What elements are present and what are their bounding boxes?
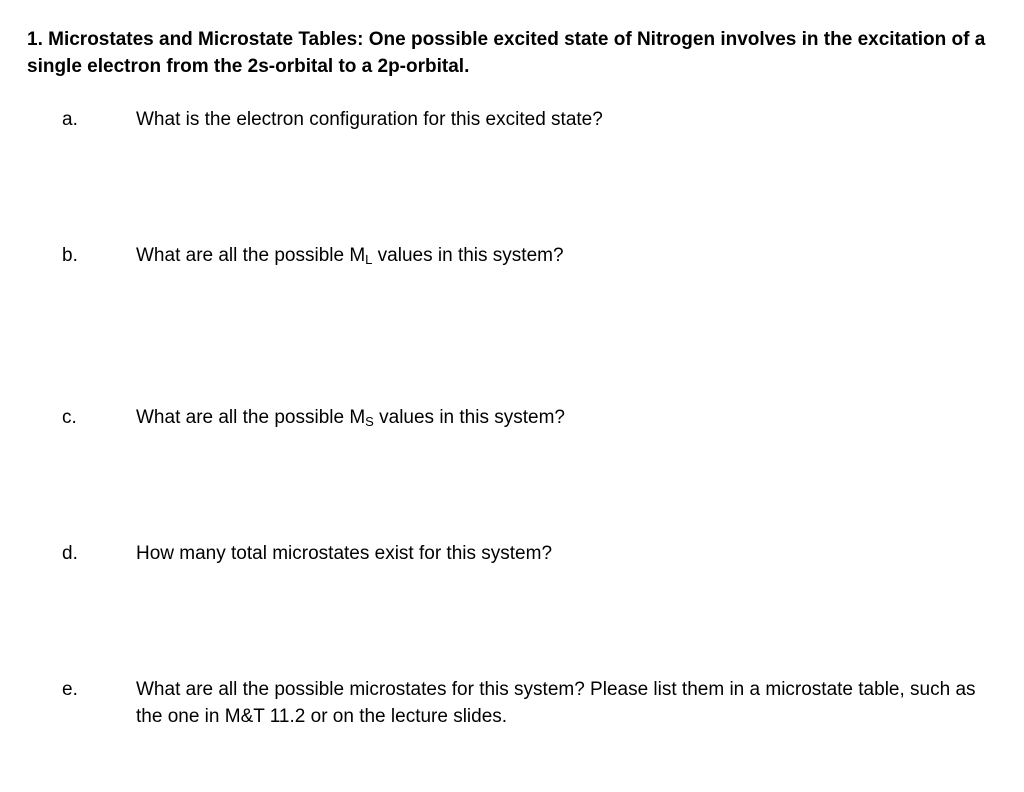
question-c-letter: c. <box>62 407 77 428</box>
question-b-letter: b. <box>62 245 78 266</box>
question-c-subscript: S <box>365 414 374 429</box>
question-b-subscript: L <box>365 252 373 267</box>
question-b-text-post: values in this system? <box>372 245 564 266</box>
problem-title: 1. Microstates and Microstate Tables: One possible excited state of Nitrogen involves in the excitation of a single electron from the 2s-orbital to a 2p-orbital. <box>27 29 986 77</box>
question-a-letter: a. <box>62 109 78 130</box>
question-a-text: What is the electron configuration for this excited state? <box>136 109 603 130</box>
question-c-text-pre: What are all the possible M <box>136 407 366 428</box>
question-b-text-pre: What are all the possible M <box>136 245 366 266</box>
question-d-letter: d. <box>62 543 78 564</box>
question-e-text: What are all the possible microstates for this system? Please list them in a microstate table, such as the one in M&T 11.2 or on the lecture slides. <box>136 679 976 727</box>
question-e-letter: e. <box>62 679 78 700</box>
question-c-text <box>136 404 996 431</box>
question-b-text <box>136 242 996 269</box>
question-c-text-post: values in this system? <box>373 407 565 428</box>
question-d-text: How many total microstates exist for this system? <box>136 543 553 564</box>
